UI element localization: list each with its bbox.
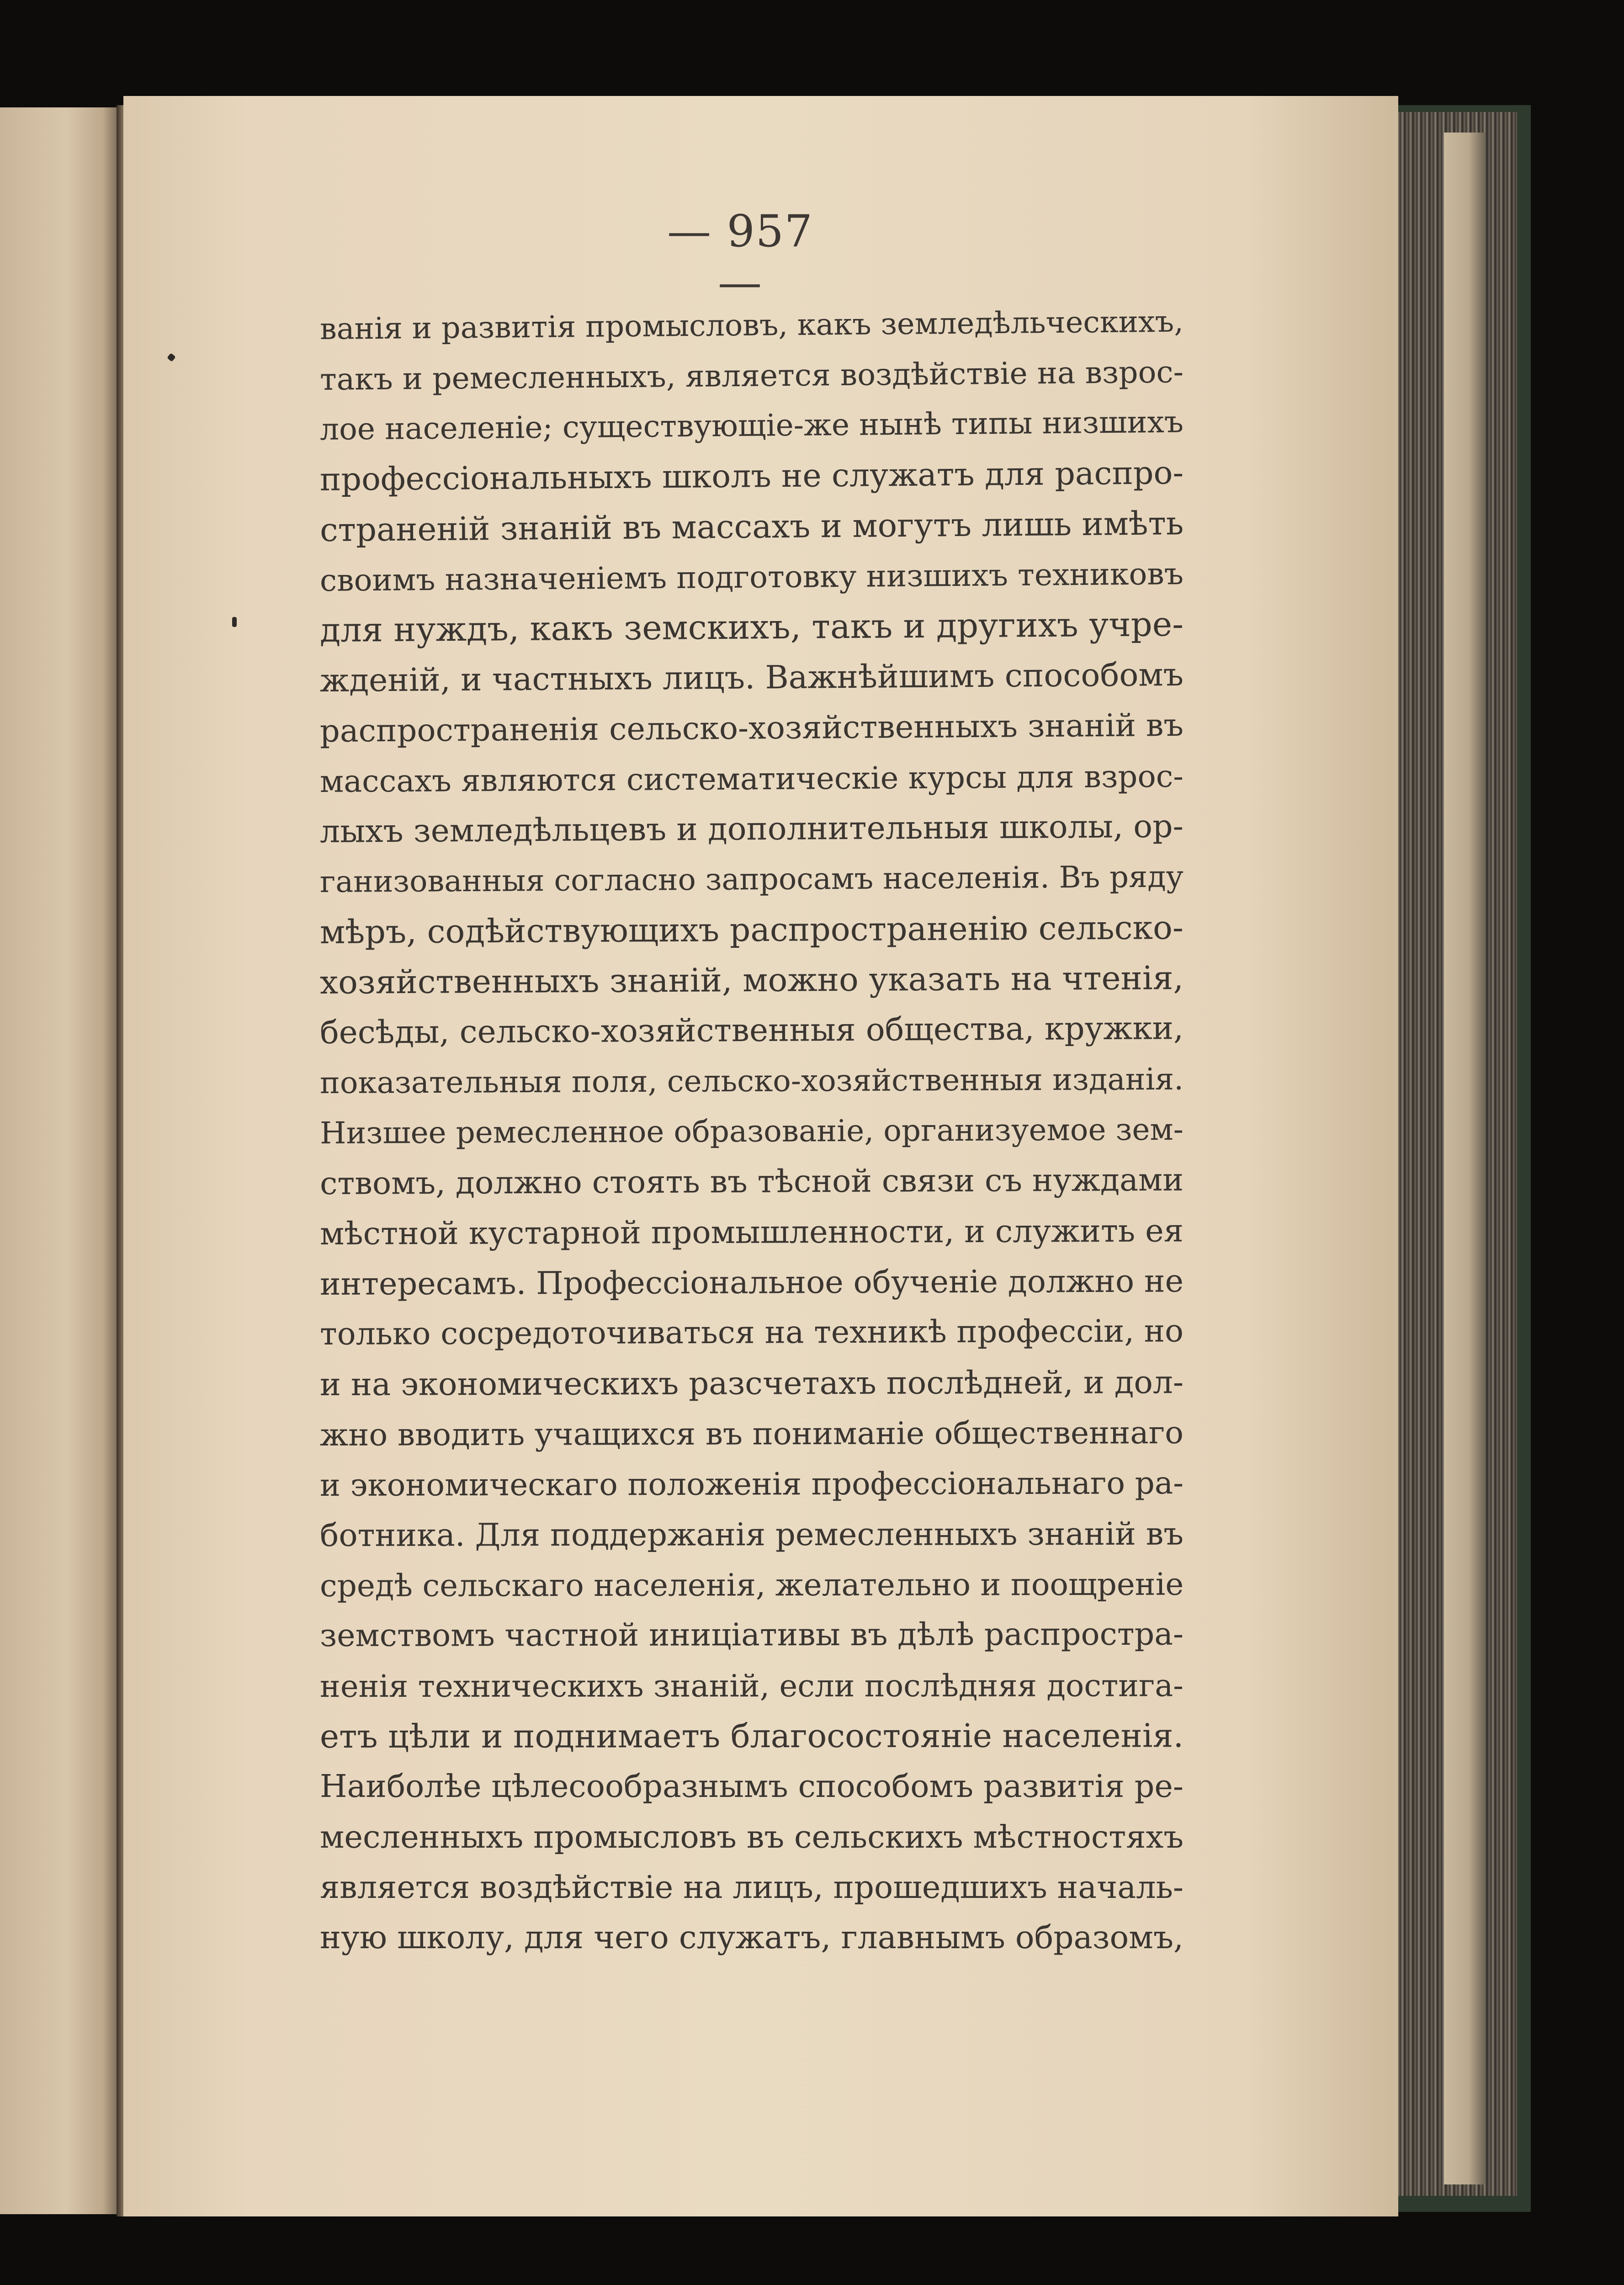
text-line: является воздѣйствіе на лицъ, прошедшихъ началь- — [320, 1869, 1184, 1906]
text-line: ванія и развитія промысловъ, какъ земледѣльческихъ, — [319, 304, 1184, 346]
text-line: и экономическаго положенія профессіональнаго ра- — [319, 1465, 1184, 1503]
text-line: жно вводить учащихся въ пониманіе общественнаго — [319, 1414, 1184, 1453]
text-line: лыхъ земледѣльцевъ и дополнительныя школы, ор- — [319, 808, 1184, 850]
text-line: Низшее ремесленное образованіе, организуемое зем- — [319, 1111, 1184, 1151]
text-line: лое населеніе; существующіе-же нынѣ типы низшихъ — [319, 404, 1184, 447]
text-line: и на экономическихъ разсчетахъ послѣдней, и дол- — [319, 1364, 1184, 1403]
text-line: показательныя поля, сельско-хозяйственныя изданія. — [319, 1061, 1184, 1100]
text-line: етъ цѣли и поднимаетъ благосостояніе населенія. — [319, 1716, 1184, 1755]
text-line: бесѣды, сельско-хозяйственныя общества, кружки, — [319, 1010, 1184, 1051]
text-line: хозяйственныхъ знаній, можно указать на чтенія, — [319, 959, 1184, 1001]
text-line: профессіональныхъ школъ не служатъ для распро- — [319, 454, 1184, 498]
text-line: ствомъ, должно стоять въ тѣсной связи съ нуждами — [319, 1161, 1184, 1202]
text-line: земствомъ частной иниціативы въ дѣлѣ распростра- — [319, 1616, 1184, 1654]
text-line: страненій знаній въ массахъ и могутъ лишь имѣть — [319, 504, 1184, 549]
text-line: интересамъ. Профессіональное обученіе должно не — [319, 1263, 1184, 1302]
text-line: Наиболѣе цѣлесообразнымъ способомъ развитія ре- — [320, 1769, 1184, 1805]
text-line: ганизованныя согласно запросамъ населенія. Въ ряду — [319, 859, 1184, 899]
text-line: массахъ являются систематическіе курсы для взрос- — [319, 758, 1184, 799]
text-line: средѣ сельскаго населенія, желательно и поощреніе — [319, 1566, 1184, 1604]
text-line: ботника. Для поддержанія ремесленныхъ знаній въ — [319, 1515, 1184, 1554]
text-line: распространенія сельско-хозяйственныхъ знаній въ — [319, 707, 1184, 749]
text-line: ненія техническихъ знаній, если послѣдняя достига- — [319, 1668, 1184, 1704]
text-line: такъ и ремесленныхъ, является воздѣйствіе на взрос- — [319, 354, 1184, 397]
text-line: мѣръ, содѣйствующихъ распространенію сельско- — [319, 909, 1184, 951]
text-line: своимъ назначеніемъ подготовку низшихъ техниковъ — [319, 556, 1184, 598]
page-number: — 957 — — [667, 206, 813, 308]
text-line: мѣстной кустарной промышленности, и служить ея — [319, 1212, 1184, 1252]
text-line: только сосредоточиваться на техникѣ профессіи, но — [319, 1313, 1184, 1352]
text-line: для нуждъ, какъ земскихъ, такъ и другихъ учре- — [319, 605, 1184, 650]
text-line: ную школу, для чего служатъ, главнымъ образомъ, — [320, 1919, 1184, 1956]
text-line: месленныхъ промысловъ въ сельскихъ мѣстностяхъ — [320, 1819, 1184, 1855]
text-line: жденій, и частныхъ лицъ. Важнѣйшимъ способомъ — [319, 656, 1184, 699]
